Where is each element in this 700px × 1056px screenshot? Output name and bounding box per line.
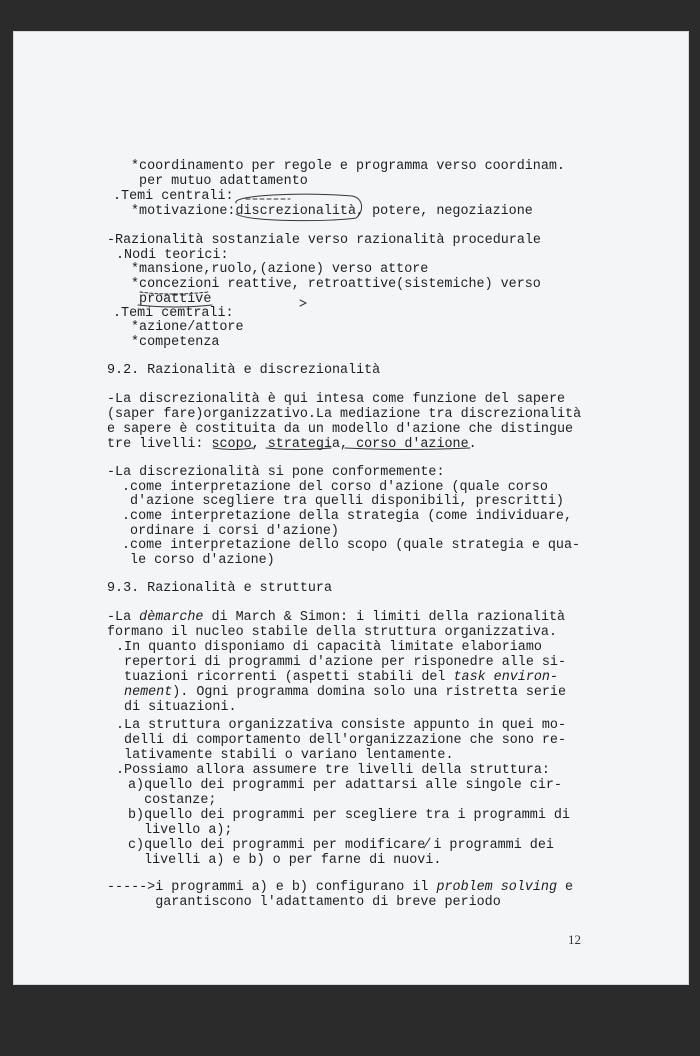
- text-line: [107, 422, 573, 438]
- text-segment: ordinare i corsi d'azione): [122, 524, 339, 539]
- text-line: [122, 509, 572, 525]
- text-line: [107, 895, 501, 911]
- text-segment: lativamente stabili o variano lentamente.: [116, 748, 454, 763]
- text-segment: *mansione,ruolo,(azione) verso attore: [131, 262, 429, 277]
- text-segment: e: [557, 880, 574, 895]
- text-segment: garantiscono l'adattamento di breve periodo: [107, 895, 501, 910]
- text-line: [116, 700, 237, 716]
- text-segment: a)quello dei programmi per adattarsi alle singole cir-: [128, 778, 562, 793]
- text-segment: -La discrezionalità si pone conformemente:: [107, 465, 445, 480]
- text-segment: repertori di programmi d'azione per risponedre alle si-: [116, 655, 566, 670]
- italic-term: problem solving: [436, 880, 558, 895]
- text-line: [128, 778, 562, 794]
- text-line: [116, 670, 558, 686]
- text-segment: (saper fare)organizzativo.La mediazione tra discrezionalità: [107, 407, 582, 422]
- text-segment: .Temi cemtrali:: [113, 306, 234, 321]
- text-line: [107, 437, 477, 453]
- text-line: [131, 174, 308, 190]
- text-segment: .Temi centrali:: [113, 189, 234, 204]
- text-line: [116, 655, 566, 671]
- text-line: [131, 335, 219, 351]
- text-segment: .come interpretazione della strategia (come individuare,: [122, 509, 572, 524]
- text-segment: *motivazione:discrezionalità, potere, negoziazione: [131, 204, 533, 219]
- text-line: [107, 363, 380, 379]
- text-segment: .come interpretazione del corso d'azione (quale corso: [122, 480, 548, 495]
- text-line: [131, 277, 541, 293]
- text-segment: b)quello dei programmi per scegliere tra i programmi di: [128, 808, 570, 823]
- text-segment: livelli a) e b) o per farne di nuovi.: [128, 853, 442, 868]
- text-segment: e sapere è costituita da un modello d'azione che distingue: [107, 422, 574, 437]
- text-segment: *azione/attore: [131, 320, 244, 335]
- text-segment: c)quello dei programmi per modificare i programmi dei: [128, 838, 554, 853]
- text-line: [131, 204, 533, 220]
- text-line: [107, 233, 541, 249]
- page-number: 12: [568, 932, 581, 947]
- text-segment: proattive: [131, 292, 212, 307]
- text-segment: *coordinamento per regole e programma verso coordinam.: [131, 159, 565, 174]
- text-segment: .In quanto disponiamo di capacità limitate elaboriamo: [116, 640, 542, 655]
- text-segment: *concezioni reattive, retroattive(sistemiche) verso: [131, 277, 541, 292]
- text-segment: *competenza: [131, 335, 220, 350]
- text-line: [116, 733, 566, 749]
- italic-term: dèmarche: [139, 610, 204, 625]
- text-line: [131, 320, 244, 336]
- text-line: [122, 553, 275, 569]
- text-line: [107, 581, 332, 597]
- text-segment: tre livelli: scopo, strategia, corso d'azione.: [107, 437, 477, 452]
- text-segment: tuazioni ricorrenti (aspetti stabili del: [116, 670, 454, 685]
- text-segment: ). Ogni programma domina solo una ristretta serie: [172, 685, 566, 700]
- text-line: [107, 880, 573, 896]
- italic-term: task environ-: [453, 670, 558, 685]
- text-segment: di situazioni.: [116, 700, 237, 715]
- text-segment: per mutuo adattamento: [131, 174, 308, 189]
- text-line: [128, 808, 570, 824]
- text-segment: -Razionalità sostanziale verso razionalità procedurale: [107, 233, 541, 248]
- text-segment: .come interpretazione dello scopo (quale strategia e qua-: [122, 538, 581, 553]
- text-segment: le corso d'azione): [122, 553, 275, 568]
- text-segment: di March & Simon: i limiti della razionalità: [203, 610, 566, 625]
- text-line: [128, 793, 216, 809]
- text-segment: d'azione scegliere tra quelli disponibili, prescritti): [122, 494, 564, 509]
- text-line: [116, 685, 566, 701]
- text-line: [107, 625, 557, 641]
- text-line: [107, 610, 565, 626]
- text-segment: 9.2. Razionalità e discrezionalità: [107, 363, 381, 378]
- text-segment: .La struttura organizzativa consiste appunto in quei mo-: [116, 718, 566, 733]
- text-line: [107, 407, 581, 423]
- text-line: [131, 159, 565, 175]
- text-segment: .Possiamo allora assumere tre livelli della struttura:: [116, 763, 550, 778]
- text-segment: livello a);: [128, 823, 233, 838]
- text-segment: -La discrezionalità è qui intesa come funzione del sapere: [107, 392, 566, 407]
- text-line: [131, 262, 428, 278]
- text-line: [113, 189, 234, 205]
- text-line: [122, 538, 580, 554]
- text-segment: 9.3. Razionalità e struttura: [107, 581, 332, 596]
- text-line: [122, 494, 564, 510]
- text-line: [116, 718, 566, 734]
- text-segment: delli di comportamento dell'organizzazione che sono re-: [116, 733, 566, 748]
- text-line: [116, 763, 550, 779]
- text-segment: ----->i programmi a) e b) configurano il: [107, 880, 437, 895]
- text-line: [128, 823, 232, 839]
- text-segment: .Nodi teorici:: [116, 248, 229, 263]
- italic-term: nement: [116, 685, 173, 700]
- text-line: [116, 640, 542, 656]
- text-segment: costanze;: [128, 793, 217, 808]
- text-segment: -La: [107, 610, 140, 625]
- text-line: [107, 465, 445, 481]
- text-line: [107, 392, 565, 408]
- text-line: [128, 853, 441, 869]
- text-line: [128, 838, 554, 854]
- text-line: [116, 748, 454, 764]
- text-segment: formano il nucleo stabile della struttura organizzativa.: [107, 625, 557, 640]
